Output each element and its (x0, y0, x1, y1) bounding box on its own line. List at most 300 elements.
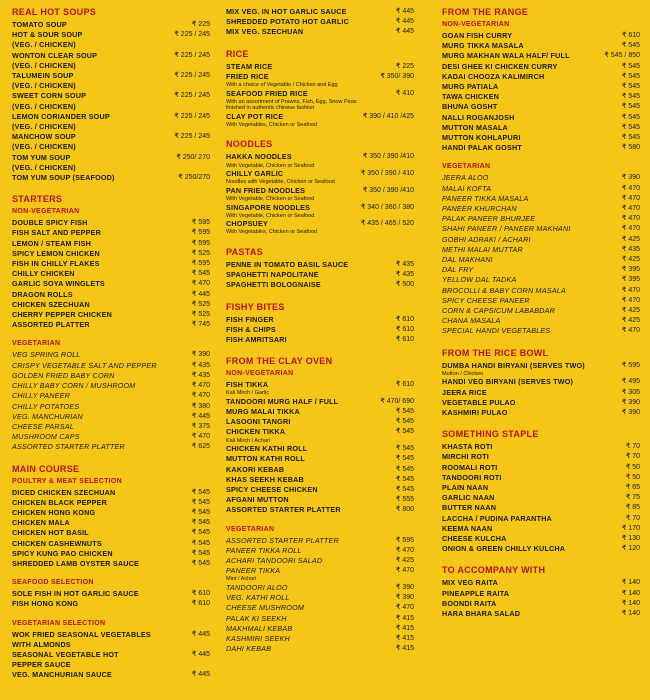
menu-item (226, 505, 414, 515)
menu-item (226, 417, 414, 427)
section-title: SOMETHING STAPLE (442, 429, 539, 440)
item-price: ₹ 470 (395, 546, 414, 554)
item-price: ₹ 470 (191, 280, 210, 288)
item-name (226, 169, 357, 186)
menu-subsection (226, 315, 414, 346)
item-name (226, 72, 362, 89)
item-price: ₹ 545 (621, 123, 640, 131)
item-name-text: MAKHMALI KEBAB (226, 623, 293, 633)
item-name-text: SPAGHETTI NAPOLITANE (226, 270, 319, 280)
item-name (12, 498, 158, 508)
item-name-text: JEERA RICE (442, 387, 487, 397)
item-name-text: DAL MAKHANI (442, 255, 493, 265)
item-price: ₹ 170 (621, 524, 640, 532)
menu-item (12, 559, 210, 569)
menu-column-right (442, 7, 640, 630)
item-price: ₹ 545 (191, 549, 210, 557)
item-name-text: SOLE FISH IN HOT GARLIC SAUCE (12, 589, 139, 599)
item-name (442, 41, 588, 51)
item-name-text: HOT & SOUR SOUP (VEG. / CHICKEN) (12, 30, 83, 50)
item-name-text: CHANA MASALA (442, 316, 501, 326)
menu-subsection (442, 578, 640, 619)
item-name (226, 280, 362, 290)
item-name (442, 62, 588, 72)
item-name (226, 335, 362, 345)
item-price: ₹ 415 (395, 645, 414, 653)
item-name-text: PANEER KHURCHAN (442, 204, 517, 214)
menu-item (226, 546, 414, 556)
item-description: With an assortment of Prawns, Fish, Egg, Snow Peas finished in authentic chinese fashion (226, 98, 357, 112)
item-price: ₹ 545 (395, 428, 414, 436)
item-name (442, 398, 588, 408)
item-price: ₹ 610 (621, 32, 640, 39)
menu-item (12, 442, 210, 452)
item-price: ₹ 70 (625, 514, 640, 522)
item-name (12, 412, 158, 422)
menu-item (12, 371, 210, 381)
item-name-text: FISH TIKKA (226, 380, 269, 390)
menu-item (442, 92, 640, 102)
item-name (12, 442, 158, 452)
item-name (12, 508, 158, 518)
menu-item (442, 524, 640, 534)
item-name (12, 422, 158, 432)
menu-item (12, 259, 210, 269)
item-price: ₹ 445 (191, 650, 210, 658)
menu-item (442, 503, 640, 513)
item-price: ₹ 545 (621, 62, 640, 70)
item-name (442, 194, 588, 204)
item-name-text: SPICY CHEESE PANEER (442, 295, 530, 305)
item-name (442, 143, 588, 153)
item-price: ₹ 495 (621, 378, 640, 386)
item-price: ₹ 225 / 245 (174, 133, 210, 141)
menu-item (12, 300, 210, 310)
item-name (226, 315, 362, 325)
menu-item (226, 485, 414, 495)
menu-item (442, 214, 640, 224)
menu-item (442, 296, 640, 306)
item-name-text: PINEAPPLE RAITA (442, 588, 510, 598)
section-title: RICE (226, 48, 249, 59)
item-price: ₹ 470 (395, 604, 414, 612)
menu-item (12, 630, 210, 650)
item-description: With Vegetables, Chicken or Seafood (226, 229, 318, 236)
item-name (12, 650, 158, 670)
menu-item (226, 17, 414, 27)
item-price: ₹ 390 (191, 351, 210, 359)
item-name-text: HAKKA NOODLES (226, 152, 292, 162)
item-name (226, 546, 362, 556)
item-name (442, 463, 588, 473)
menu-subsection (12, 207, 210, 330)
item-name-text: BUTTER NAAN (442, 503, 497, 513)
item-price: ₹ 470 (621, 205, 640, 213)
item-price: ₹ 525 (191, 300, 210, 308)
item-price: ₹ 545 (395, 475, 414, 483)
menu-item (442, 452, 640, 462)
item-name-text: PANEER TIKKA ROLL (226, 545, 302, 555)
menu-item (442, 133, 640, 143)
item-name (226, 593, 362, 603)
item-name (12, 51, 158, 71)
menu-item (226, 475, 414, 485)
item-name-text: BOONDI RAITA (442, 598, 497, 608)
item-name-text: ONION & GREEN CHILLY KULCHA (442, 544, 566, 554)
menu-item (12, 249, 210, 259)
item-price: ₹ 545 / 850 (604, 52, 640, 60)
menu-item (12, 498, 210, 508)
item-name (442, 316, 588, 326)
item-name-text: TOM YUM SOUP (SEAFOOD) (12, 173, 115, 183)
menu-item (12, 391, 210, 401)
item-price: ₹ 140 (621, 610, 640, 618)
menu-subsection (12, 477, 210, 570)
item-name-text: VEG. MANCHURIAN SAUCE (12, 670, 113, 680)
item-name-text: ASSORTED STARTER PLATTER (12, 442, 125, 452)
menu-item (442, 442, 640, 452)
item-price: ₹ 75 (625, 494, 640, 502)
menu-item (12, 589, 210, 599)
item-name-text: SPICY LEMON CHICKEN (12, 248, 100, 258)
item-price: ₹ 435 (395, 260, 414, 268)
item-price: ₹ 340 / 360 / 380 (360, 203, 414, 211)
menu-item (12, 412, 210, 422)
item-name-text: GARLIC SOYA WINGLETS (12, 279, 105, 289)
item-name (226, 112, 359, 129)
item-name (442, 388, 588, 398)
item-name (442, 589, 588, 599)
item-price: ₹ 70 (625, 443, 640, 451)
item-name-text: CHILLY BABY CORN / MUSHROOM (12, 381, 136, 391)
item-name (12, 218, 158, 228)
menu-item (12, 239, 210, 249)
menu-subsection (12, 619, 210, 681)
item-name (442, 255, 588, 265)
item-name-text: ROOMALI ROTI (442, 462, 498, 472)
item-name-text: PANEER TIKKA MASALA (442, 193, 529, 203)
item-price: ₹ 470 (621, 225, 640, 233)
menu-section (442, 565, 640, 619)
item-price: ₹ 610 (395, 381, 414, 389)
item-price: ₹ 395 (621, 266, 640, 274)
item-name (12, 71, 158, 91)
item-name (442, 544, 588, 554)
item-name (12, 391, 158, 401)
menu-item (12, 508, 210, 518)
item-name-text: STEAM RICE (226, 61, 273, 71)
item-name (442, 493, 588, 503)
item-name-text: TANDOORI ROTI (442, 472, 502, 482)
item-name-text: YELLOW DAL TADKA (442, 275, 517, 285)
item-price: ₹ 390 (395, 583, 414, 591)
item-name (226, 17, 362, 27)
item-price: ₹ 525 (191, 311, 210, 319)
item-name (12, 228, 158, 238)
item-description: With Vegetable, Chicken or Seafood (226, 162, 315, 169)
item-price: ₹ 545 (621, 134, 640, 142)
item-price: ₹ 350 / 390 /410 (362, 186, 414, 194)
item-price: ₹ 445 (395, 8, 414, 15)
item-name-text: PENNE IN TOMATO BASIL SAUCE (226, 259, 349, 269)
menu-item (226, 644, 414, 654)
item-name (442, 524, 588, 534)
menu-item (442, 286, 640, 296)
item-name-text: MIX VEG. SZECHUAN (226, 27, 304, 37)
section-title: FROM THE RANGE (442, 7, 529, 17)
item-name-text: PAN FRIED NOODLES (226, 185, 306, 195)
section-title: FROM THE RICE BOWL (442, 347, 549, 358)
item-name-text: CHICKEN CASHEWNUTS (12, 538, 102, 548)
item-name (226, 644, 362, 654)
item-price: ₹ 415 (395, 634, 414, 642)
item-price: ₹ 470 (621, 327, 640, 335)
menu-item (442, 514, 640, 524)
item-name-text: MIX VEG RAITA (442, 578, 498, 588)
item-name (12, 153, 158, 173)
item-price: ₹ 545 (621, 103, 640, 111)
menu-column-middle (226, 7, 414, 665)
item-name-text: GOBHI ADRAKI / ACHARI (442, 234, 531, 244)
item-name-text: MUSHROOM CAPS (12, 432, 80, 442)
item-name (442, 609, 588, 619)
item-description: With a choice of Vegetable / Chicken and Egg (226, 82, 338, 89)
item-name-text: VEG. KATHI ROLL (226, 593, 290, 603)
item-name (12, 361, 158, 371)
item-price: ₹ 225 / 245 (174, 112, 210, 120)
menu-item (12, 173, 210, 183)
menu-item (442, 51, 640, 61)
item-name (442, 204, 588, 214)
item-name (12, 432, 158, 442)
item-price: ₹ 545 (395, 485, 414, 493)
item-description: With Vegetable, Chicken or Seafood (226, 196, 315, 203)
menu-subsection (226, 369, 414, 515)
item-name-text: HANDI VEG BIRYANI (SERVES TWO) (442, 377, 574, 387)
menu-item (226, 315, 414, 325)
item-price: ₹ 545 (191, 508, 210, 516)
item-name-text: TALUMEIN SOUP (VEG. / CHICKEN) (12, 71, 76, 91)
menu-item (12, 539, 210, 549)
item-name (226, 566, 362, 583)
item-price: ₹ 70 (625, 453, 640, 461)
menu-item (12, 153, 210, 173)
item-name-text: ASSORTED STARTER PLATTER (226, 535, 339, 545)
item-name-text: TOMATO SOUP (12, 20, 67, 29)
item-price: ₹ 225 / 245 (174, 31, 210, 39)
menu-item (442, 275, 640, 285)
item-name-text: SHAHI PANEER / PANEER MAKHANI (442, 224, 571, 234)
item-price: ₹ 435 (395, 271, 414, 279)
item-price: ₹ 610 (395, 315, 414, 323)
menu-item (442, 173, 640, 183)
item-name (226, 397, 362, 407)
menu-item (226, 495, 414, 505)
item-price: ₹ 470 (621, 184, 640, 192)
item-name (12, 290, 158, 300)
item-price: ₹ 425 (621, 256, 640, 264)
item-name (226, 624, 362, 634)
menu-section (12, 194, 210, 452)
item-price: ₹ 425 (621, 235, 640, 243)
menu-item (226, 7, 414, 17)
menu-item (442, 388, 640, 398)
item-name (226, 427, 362, 444)
item-price: ₹ 445 (395, 18, 414, 26)
menu-item (226, 583, 414, 593)
item-price: ₹ 415 (395, 624, 414, 632)
item-name (226, 583, 362, 593)
item-name (12, 371, 158, 381)
item-name (12, 599, 158, 609)
menu-item (442, 534, 640, 544)
item-name-text: LACCHA / PUDINA PARANTHA (442, 513, 552, 523)
menu-item (12, 30, 210, 50)
menu-section (226, 356, 414, 654)
item-price: ₹ 390 (395, 594, 414, 602)
menu-item (226, 325, 414, 335)
menu-section (226, 302, 414, 346)
item-name (12, 239, 158, 249)
item-price: ₹ 745 (191, 321, 210, 329)
item-price: ₹ 545 (191, 539, 210, 547)
item-name-text: MUTTON KATHI ROLL (226, 454, 305, 464)
item-name (226, 603, 362, 613)
item-name (442, 377, 588, 387)
item-name-text: ASSORTED STARTER PLATTER (226, 505, 341, 515)
item-name-text: JEERA ALOO (442, 173, 489, 183)
menu-item (442, 123, 640, 133)
menu-item (442, 316, 640, 326)
subsection-title: VEGETARIAN (226, 525, 275, 533)
item-name (226, 417, 362, 427)
item-name-text: PALAK KI SEEKH (226, 613, 287, 623)
item-price: ₹ 545 (191, 498, 210, 506)
item-name-text: GARLIC NAAN (442, 493, 495, 503)
item-name (226, 495, 362, 505)
item-name-text: CHILLY GARLIC (226, 169, 284, 179)
menu-item (442, 306, 640, 316)
item-price: ₹ 470 (621, 194, 640, 202)
item-name (226, 7, 362, 17)
item-name (226, 27, 362, 37)
menu-subsection (12, 578, 210, 609)
item-name-text: SEAFOOD FRIED RICE (226, 88, 308, 98)
subsection-title: NON-VEGETARIAN (226, 370, 294, 378)
item-name-text: KAKORI KEBAB (226, 464, 285, 474)
item-price: ₹ 425 (395, 557, 414, 564)
section-title: FROM THE CLAY OVEN (226, 356, 333, 367)
item-name-text: GOAN FISH CURRY (442, 31, 513, 40)
item-name (226, 485, 362, 495)
menu-section (12, 7, 210, 183)
menu-item (442, 82, 640, 92)
item-name-text: MALAI KOFTA (442, 183, 492, 193)
section-title: FISHY BITES (226, 301, 285, 312)
menu-item (12, 670, 210, 680)
item-price: ₹ 470 (395, 567, 414, 575)
item-price: ₹ 545 (621, 93, 640, 101)
section-title: MAIN COURSE (12, 463, 80, 474)
item-name (226, 444, 362, 454)
item-name-text: CHICKEN HOT BASIL (12, 528, 89, 538)
item-name-text: TAWA CHICKEN (442, 92, 500, 102)
item-price: ₹ 610 (395, 325, 414, 333)
item-price: ₹ 375 (191, 422, 210, 430)
item-price: ₹ 470 (191, 392, 210, 400)
menu-item (442, 235, 640, 245)
item-name (12, 259, 158, 269)
item-description: With Vegetables, Chicken or Seafood (226, 121, 318, 128)
menu-item (442, 609, 640, 619)
menu-column-left (12, 7, 210, 692)
menu-item (12, 51, 210, 71)
item-price: ₹ 435 (191, 371, 210, 379)
menu-item (226, 72, 414, 89)
subsection-title: SEAFOOD SELECTION (12, 579, 94, 587)
menu-item (442, 398, 640, 408)
item-name-text: MURG PATIALA (442, 82, 499, 92)
item-name-text: SPICY CHEESE CHICKEN (226, 484, 318, 494)
menu-subsection (226, 525, 414, 655)
item-name (442, 72, 588, 82)
item-name (226, 556, 362, 566)
item-name (12, 549, 158, 559)
item-price: ₹ 595 (191, 219, 210, 227)
item-name-text: CHERRY PEPPER CHICKEN (12, 310, 113, 320)
item-name-text: MUTTON MASALA (442, 122, 508, 132)
menu-item (12, 381, 210, 391)
item-price: ₹ 390 (621, 398, 640, 406)
item-price: ₹ 85 (625, 504, 640, 512)
menu-item (226, 260, 414, 270)
item-name-text: HARA BHARA SALAD (442, 609, 521, 619)
menu-item (226, 556, 414, 566)
item-name (442, 599, 588, 609)
item-name (12, 279, 158, 289)
menu-item (442, 493, 640, 503)
menu-item (12, 112, 210, 132)
item-price: ₹ 250/270 (178, 174, 210, 182)
item-price: ₹ 65 (625, 484, 640, 492)
item-description: Noodles with Vegetable, Chicken or Seafood (226, 179, 335, 186)
item-name (442, 326, 588, 336)
item-price: ₹ 445 (191, 630, 210, 638)
item-price: ₹ 445 (191, 290, 210, 298)
item-name-text: MURG MAKHAN WALA HALF/ FULL (442, 51, 570, 61)
menu-section (442, 429, 640, 554)
menu-section (442, 348, 640, 419)
menu-item (442, 265, 640, 275)
menu-item (226, 89, 414, 112)
item-description: Kali Mirch / Achari (226, 437, 271, 444)
item-name-text: PLAIN NAAN (442, 483, 489, 493)
menu-item (226, 624, 414, 634)
item-name-text: MURG MALAI TIKKA (226, 407, 300, 417)
item-name (12, 20, 158, 30)
item-name (442, 296, 588, 306)
item-name (442, 514, 588, 524)
menu-item (442, 224, 640, 234)
menu-item (442, 483, 640, 493)
menu-item (442, 326, 640, 336)
item-price: ₹ 350 / 390 / 410 (360, 170, 414, 178)
menu-item (12, 228, 210, 238)
menu-item (226, 593, 414, 603)
menu-subsection (226, 260, 414, 291)
item-price: ₹ 225 / 245 (174, 51, 210, 59)
menu-item (12, 549, 210, 559)
